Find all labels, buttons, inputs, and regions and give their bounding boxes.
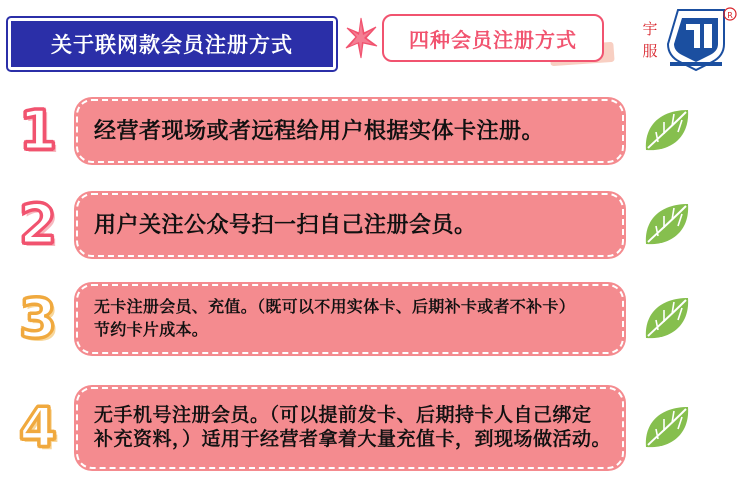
item-card xyxy=(76,193,624,257)
page-title: 关于联网款会员注册方式 xyxy=(51,34,293,57)
item-card xyxy=(76,99,624,163)
item-number: 4 xyxy=(19,396,57,459)
sparkle-icon xyxy=(344,16,378,60)
item-text: 用户关注公众号扫一扫自己注册会员。 xyxy=(94,212,477,238)
item-text: 经营者现场或者远程给用户根据实体卡注册。 xyxy=(94,118,545,144)
item-text-group xyxy=(94,404,611,452)
svg-text:宇: 宇 xyxy=(642,20,658,38)
item-text-line-1: 无手机号注册会员。（可以提前发卡、后期持卡人自己绑定 xyxy=(94,405,592,427)
subtitle-box xyxy=(382,14,604,62)
item-text-line-2: 节约卡片成本。 xyxy=(94,322,209,339)
subtitle-text: 四种会员注册方式 xyxy=(409,29,577,52)
item-number: 3 xyxy=(19,287,57,350)
leaf-icon xyxy=(638,399,696,457)
item-text-line-2: 补充资料，）适用于经营者拿着大量充值卡，到现场做活动。 xyxy=(94,429,612,450)
list-item xyxy=(0,182,750,268)
yufu-brand-logo xyxy=(626,4,738,78)
item-card xyxy=(76,387,624,469)
leaf-icon xyxy=(638,290,696,348)
item-number: 2 xyxy=(19,193,57,256)
leaf-icon xyxy=(638,102,696,160)
page-title-banner xyxy=(8,18,336,70)
svg-text:服: 服 xyxy=(642,42,658,60)
list-item xyxy=(0,380,750,476)
list-item xyxy=(0,276,750,362)
svg-text:R: R xyxy=(727,11,733,20)
item-text-group xyxy=(94,296,575,342)
item-number: 1 xyxy=(19,99,57,162)
item-text-line-1: 无卡注册会员、充值。（既可以不用实体卡、后期补卡或者不补卡） xyxy=(94,298,576,316)
leaf-icon xyxy=(638,196,696,254)
list-item xyxy=(0,88,750,174)
subtitle-group xyxy=(382,14,604,62)
poster-header xyxy=(0,0,750,82)
item-card xyxy=(76,284,624,354)
